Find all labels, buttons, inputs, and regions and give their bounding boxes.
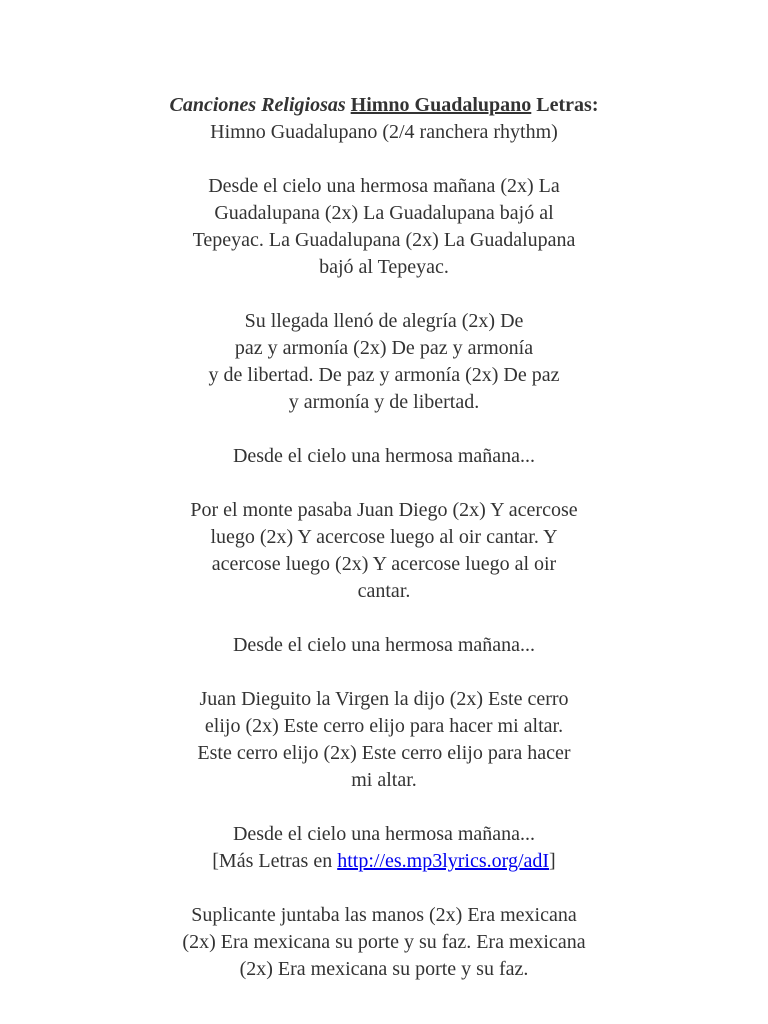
- chorus-reference: Desde el cielo una hermosa mañana...: [232, 445, 536, 467]
- stanza-gap: [0, 416, 768, 443]
- verse-line: elijo (2x) Este cerro elijo para hacer mi altar.: [204, 715, 564, 737]
- chorus-reference: Desde el cielo una hermosa mañana...: [232, 634, 536, 656]
- stanza-gap: [0, 146, 768, 173]
- subtitle: Himno Guadalupano (2/4 ranchera rhythm): [210, 121, 558, 143]
- more-lyrics-prefix: [Más Letras en: [212, 850, 338, 872]
- verse-line: Este cerro elijo (2x) Este cerro elijo para hacer: [197, 742, 571, 764]
- verse-line: (2x) Era mexicana su porte y su faz.: [239, 958, 529, 980]
- verse-line: mi altar.: [351, 769, 417, 791]
- verse-line: luego (2x) Y acercose luego al oir cantar. Y: [210, 526, 558, 548]
- verse-line: (2x) Era mexicana su porte y su faz. Era mexicana: [182, 931, 586, 953]
- verse-line: Guadalupana (2x) La Guadalupana bajó al: [214, 202, 554, 224]
- verse-line: cantar.: [357, 580, 411, 602]
- verse-4: [0, 686, 768, 794]
- verse-line: bajó al Tepeyac.: [319, 256, 449, 278]
- heading-line: [0, 92, 768, 119]
- letras-label: Letras:: [536, 94, 599, 116]
- verse-1: [0, 173, 768, 281]
- stanza-gap: [0, 875, 768, 902]
- chorus-reference: Desde el cielo una hermosa mañana...: [232, 823, 536, 845]
- stanza-gap: [0, 794, 768, 821]
- verse-5: [0, 902, 768, 983]
- category-title: Canciones Religiosas: [169, 94, 346, 116]
- stanza-gap: [0, 605, 768, 632]
- more-lyrics-link[interactable]: http://es.mp3lyrics.org/adI: [337, 850, 550, 872]
- verse-line: acercose luego (2x) Y acercose luego al oir: [211, 553, 557, 575]
- verse-line: Su llegada llenó de alegría (2x) De: [244, 310, 524, 332]
- verse-3: [0, 497, 768, 605]
- more-lyrics-suffix: ]: [549, 850, 556, 872]
- verse-line: Por el monte pasaba Juan Diego (2x) Y acercose: [190, 499, 578, 521]
- song-title: Himno Guadalupano: [350, 94, 532, 116]
- verse-line: Tepeyac. La Guadalupana (2x) La Guadalupana: [192, 229, 576, 251]
- stanza-gap: [0, 470, 768, 497]
- stanza-gap: [0, 281, 768, 308]
- verse-line: paz y armonía (2x) De paz y armonía: [234, 337, 534, 359]
- verse-line: Desde el cielo una hermosa mañana (2x) La: [208, 175, 560, 197]
- more-lyrics-line: [0, 848, 768, 875]
- stanza-gap: [0, 659, 768, 686]
- verse-line: Suplicante juntaba las manos (2x) Era mexicana: [191, 904, 577, 926]
- verse-line: y armonía y de libertad.: [288, 391, 480, 413]
- verse-line: Juan Dieguito la Virgen la dijo (2x) Este cerro: [199, 688, 569, 710]
- lyrics-document: [0, 92, 768, 983]
- verse-2: [0, 308, 768, 416]
- verse-line: y de libertad. De paz y armonía (2x) De paz: [208, 364, 560, 386]
